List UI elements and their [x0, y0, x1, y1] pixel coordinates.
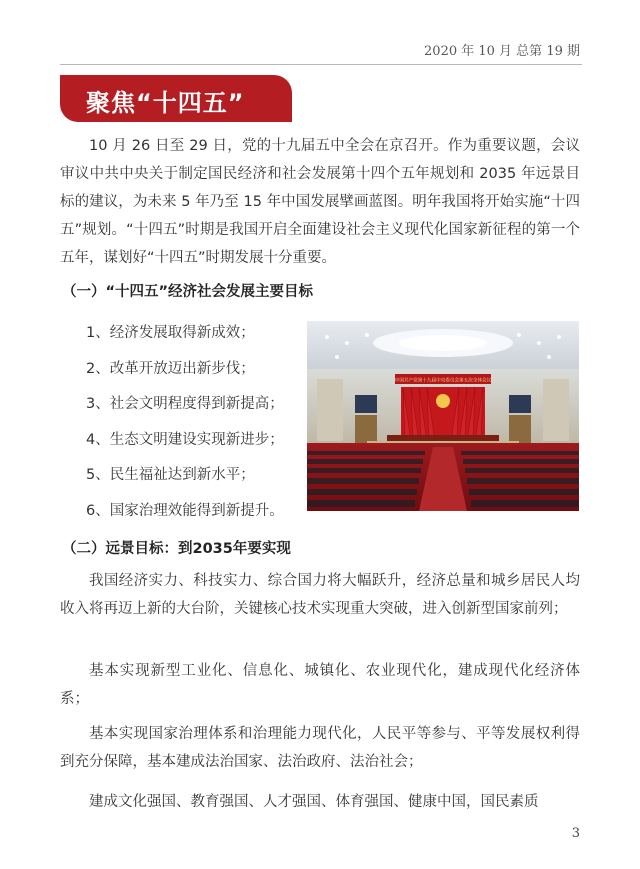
section-heading: （一）“十四五”经济社会发展主要目标 — [62, 284, 314, 300]
page-title: 聚焦“十四五” — [86, 89, 245, 117]
goal-item: 6、国家治理效能得到新提升。 — [86, 503, 284, 519]
plenary-hall-photo — [307, 321, 579, 511]
goal-item: 2、改革开放迈出新步伐； — [86, 361, 255, 377]
section-heading: （二）远景目标：到2035年要实现 — [62, 541, 291, 557]
goal-item: 4、生态文明建设实现新进步； — [86, 432, 284, 448]
goal-item: 3、社会文明程度得到新提高； — [86, 396, 284, 412]
goal-item: 1、经济发展取得新成效； — [86, 325, 255, 341]
intro-paragraph: 10 月 26 日至 29 日，党的十九届五中全会在京召开。作为重要议题，会议审议中共中央关于制定国民经济和社会发展第十四个五年规划和 2035 年远景目标的建议，为未来 5 年乃至 15 年中国发展擘画蓝图。明年我国将开始实施“十四五”规划。“十四五”时期是我国开启全面建设社会主义现代化国家新征程的第一个五年，谋划好“十四五”时期发展十分重要。 — [60, 138, 580, 266]
vision-paragraph: 基本实现新型工业化、信息化、城镇化、农业现代化，建成现代化经济体系； — [60, 663, 580, 707]
vision-paragraph: 我国经济实力、科技实力、综合国力将大幅跃升，经济总量和城乡居民人均收入将再迈上新的大台阶，关键核心技术实现重大突破，进入创新型国家前列； — [60, 573, 580, 617]
photo-banner-text: 中国共产党第十九届中央委员会第五次全体会议 — [394, 378, 492, 384]
header-divider — [60, 64, 582, 65]
vision-paragraph: 建成文化强国、教育强国、人才强国、体育强国、健康中国，国民素质 — [89, 794, 539, 810]
issue-info: 2020 年 10 月 总第 19 期 — [424, 44, 580, 59]
goal-item: 5、民生福祉达到新水平； — [86, 467, 255, 483]
vision-paragraph: 基本实现国家治理体系和治理能力现代化，人民平等参与、平等发展权利得到充分保障，基本建成法治国家、法治政府、法治社会； — [60, 726, 580, 770]
page-number: 3 — [571, 826, 580, 841]
emblem-icon — [436, 394, 450, 408]
